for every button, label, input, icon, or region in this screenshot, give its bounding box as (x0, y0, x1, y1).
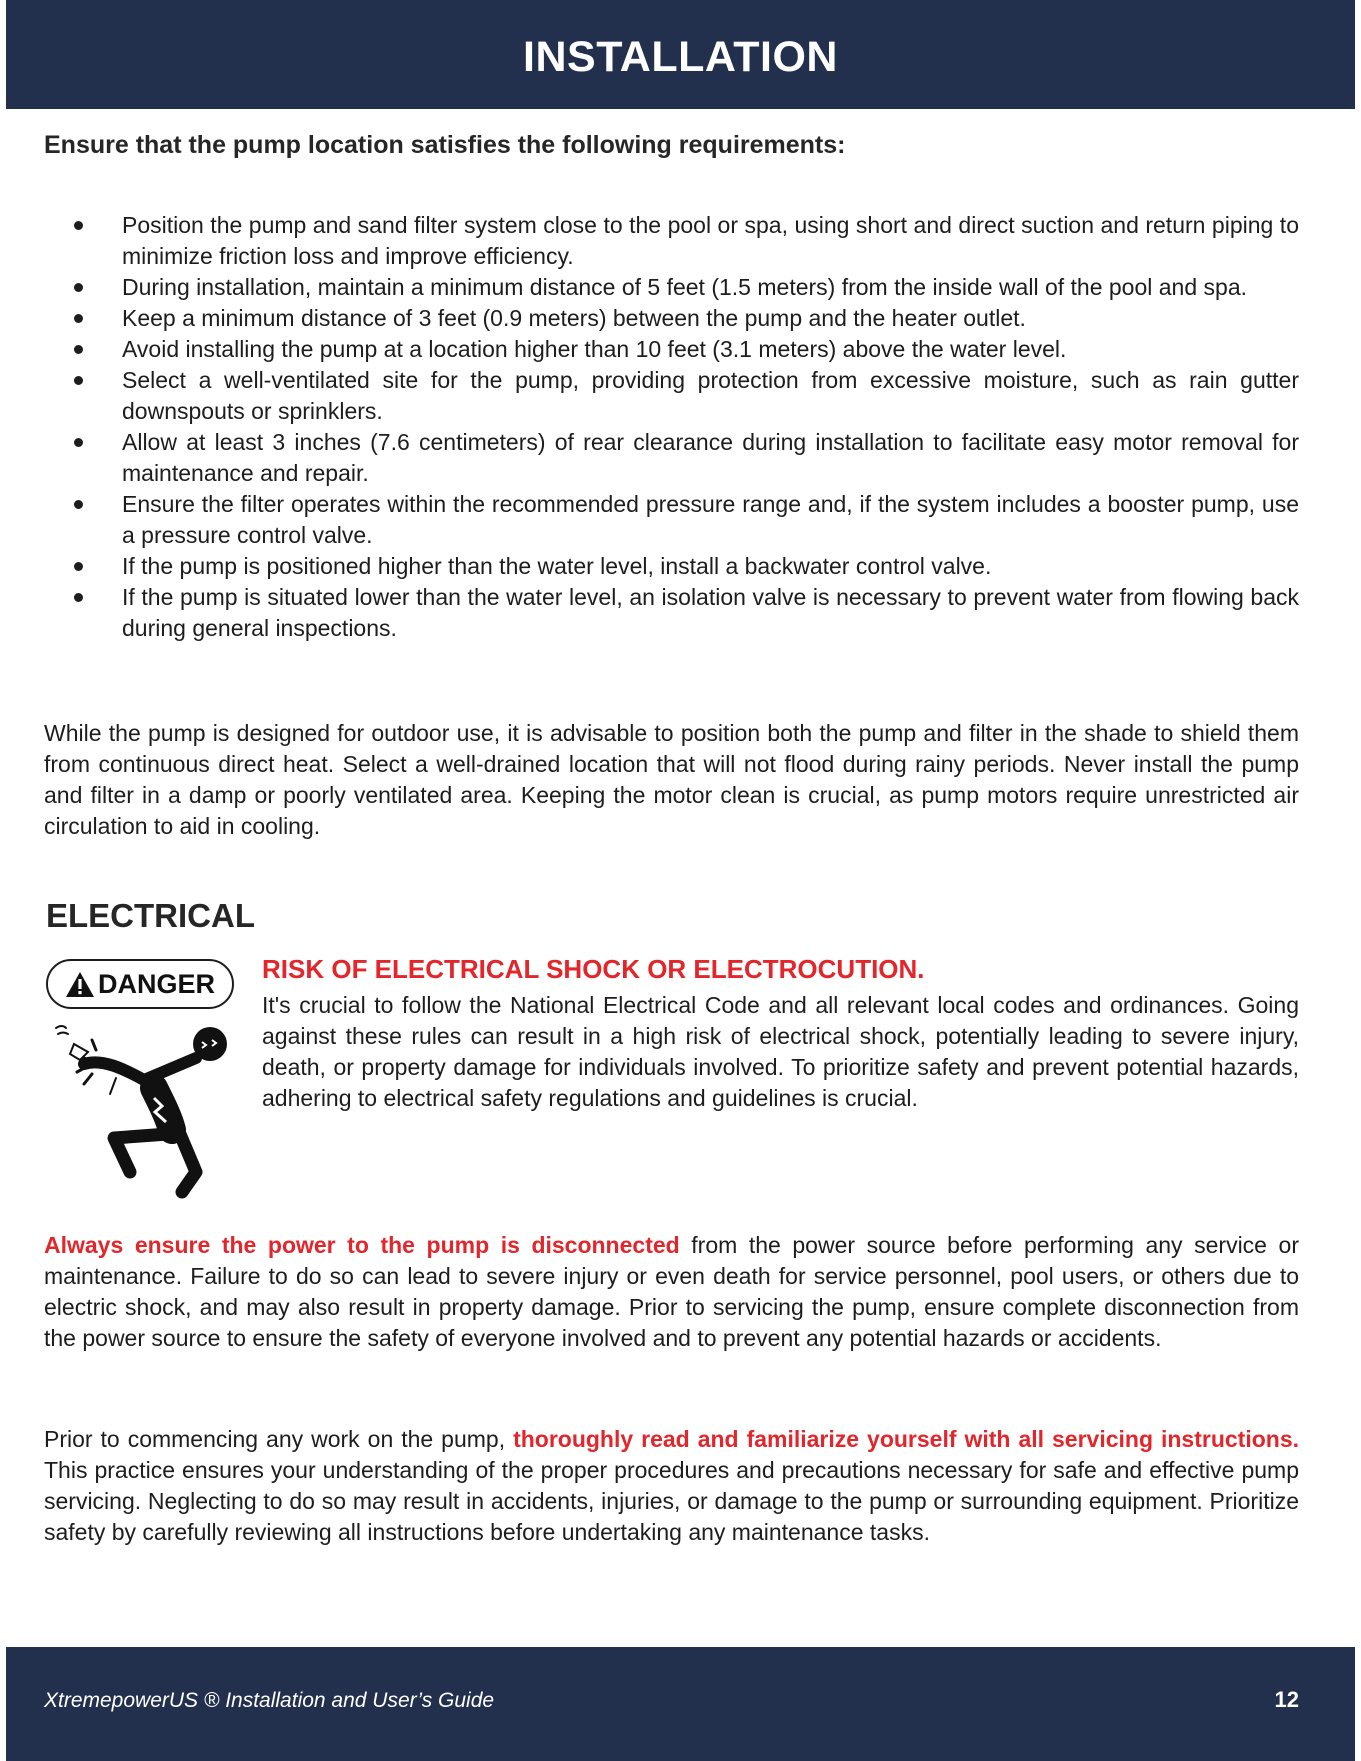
list-item-text: During installation, maintain a minimum distance of 5 feet (1.5 meters) from the inside wall of the pool and spa. (122, 274, 1248, 300)
bullet-icon (74, 500, 83, 509)
list-item-text: Allow at least 3 inches (7.6 centimeters) of rear clearance during installation to facilitate easy motor removal for maintenance and repair. (122, 429, 1299, 486)
warning-triangle-icon (65, 971, 95, 998)
list-item-text: Avoid installing the pump at a location higher than 10 feet (3.1 meters) above the water level. (122, 336, 1067, 362)
list-item (44, 210, 1299, 272)
risk-title: RISK OF ELECTRICAL SHOCK OR ELECTROCUTION. (262, 954, 925, 984)
list-item (44, 272, 1299, 303)
page-number: 12 (1274, 1687, 1299, 1712)
bullet-icon (74, 221, 83, 230)
list-item-text: Position the pump and sand filter system close to the pool or spa, using short and direct suction and return piping to minimize friction loss and improve efficiency. (122, 212, 1299, 269)
requirements-list (44, 210, 1299, 644)
list-item-text: Ensure the filter operates within the recommended pressure range and, if the system includes a booster pump, use a pressure control valve. (122, 491, 1299, 548)
danger-label: DANGER (97, 968, 215, 999)
power-emphasis: Always ensure the power to the pump is disconnected (44, 1232, 680, 1258)
instructions-emphasis: thoroughly read and familiarize yourself with all servicing instructions. (513, 1426, 1299, 1452)
outdoor-paragraph: While the pump is designed for outdoor use, it is advisable to position both the pump and filter in the shade to shield them from continuous direct heat. Select a well-drained location that will not flood during rainy periods. Never install the pump and filter in a damp or poorly ventilated area. Keeping the motor clean is crucial, as pump motors require unrestricted air circulation to aid in cooling. (44, 720, 1299, 839)
bullet-icon (74, 438, 83, 447)
bullet-icon (74, 376, 83, 385)
page-title: INSTALLATION (523, 33, 838, 81)
list-item-text: If the pump is situated lower than the water level, an isolation valve is necessary to prevent water from flowing back during general inspections. (122, 584, 1299, 641)
list-item (44, 427, 1299, 489)
instructions-lead: Prior to commencing any work on the pump, (44, 1426, 514, 1452)
instructions-paragraph (44, 1424, 1299, 1548)
power-text: from the power source before performing any service or maintenance. Failure to do so can lead to severe injury or even death for service personnel, pool users, or others due to electric shock, and may also result in property damage. Prior to servicing the pump, ensure complete disconnection from the power source to ensure the safety of everyone involved and to prevent any potential hazards or accidents. (44, 1232, 1299, 1351)
bullet-icon (74, 345, 83, 354)
guide-title: XtremepowerUS ® Installation and User’s Guide (44, 1689, 495, 1712)
list-item (44, 334, 1299, 365)
electrocution-figure-icon (44, 1014, 234, 1204)
list-item-text: Keep a minimum distance of 3 feet (0.9 meters) between the pump and the heater outlet. (122, 305, 1026, 331)
list-item-text: If the pump is positioned higher than the water level, install a backwater control valve. (122, 553, 992, 579)
header-band (6, 0, 1355, 109)
bullet-icon (74, 562, 83, 571)
bullet-icon (74, 283, 83, 292)
bullet-icon (74, 314, 83, 323)
footer-band (6, 1647, 1355, 1761)
list-item (44, 489, 1299, 551)
risk-body: It's crucial to follow the National Electrical Code and all relevant local codes and ordinances. Going against these rules can result in a high risk of electrical shock, potentially leading to severe injury, death, or property damage for individuals involved. To prioritize safety and prevent potential hazards, adhering to electrical safety regulations and guidelines is crucial. (262, 992, 1299, 1111)
bullet-icon (74, 593, 83, 602)
requirements-heading: Ensure that the pump location satisfies the following requirements: (44, 131, 846, 159)
danger-badge (46, 959, 234, 1009)
list-item (44, 365, 1299, 427)
list-item-text: Select a well-ventilated site for the pump, providing protection from excessive moisture, such as rain gutter downspouts or sprinklers. (122, 367, 1299, 424)
electrical-heading: ELECTRICAL (46, 897, 255, 934)
list-item (44, 582, 1299, 644)
list-item (44, 303, 1299, 334)
power-paragraph (44, 1230, 1299, 1354)
instructions-text: This practice ensures your understanding of the proper procedures and precautions necessary for safe and effective pump servicing. Neglecting to do so may result in accidents, injuries, or damage to the pump or surrounding equipment. Prioritize safety by carefully reviewing all instructions before undertaking any maintenance tasks. (44, 1457, 1299, 1545)
list-item (44, 551, 1299, 582)
